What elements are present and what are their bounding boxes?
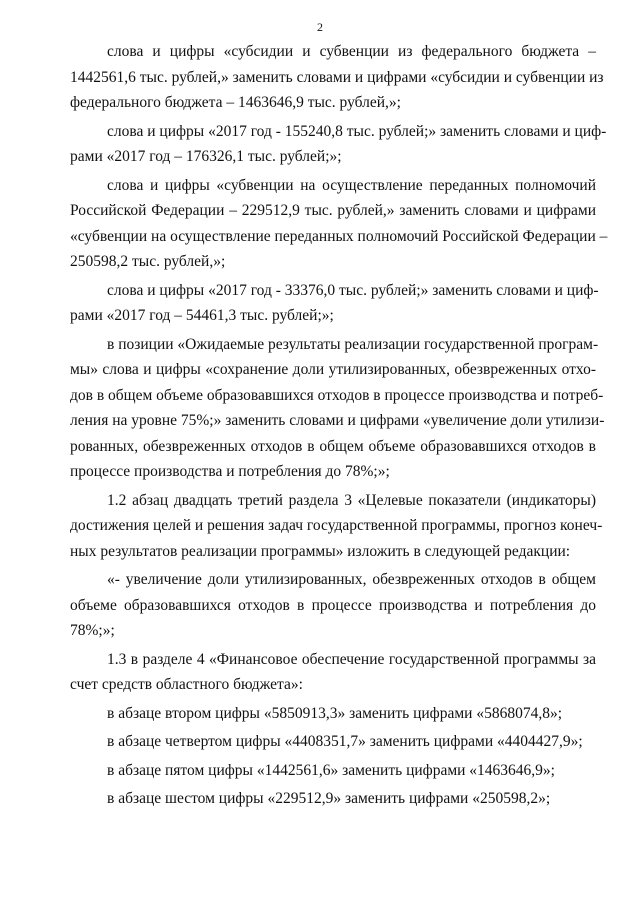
text-line: процессе производства и потребления до 78%;»; bbox=[70, 463, 390, 480]
text-line: мы» слова и цифры «сохранение доли утилизированных, обезвреженных отхо- bbox=[70, 361, 596, 378]
text-line: в абзаце шестом цифры «229512,9» заменить цифрами «250598,2»; bbox=[107, 790, 551, 807]
text-line: ления на уровне 75%;» заменить словами и цифрами «увеличение доли утилизи- bbox=[70, 412, 605, 429]
paragraph bbox=[70, 729, 596, 755]
text-line: «- увеличение доли утилизированных, обезвреженных отходов в общем bbox=[107, 571, 596, 588]
paragraph bbox=[70, 332, 605, 485]
text-line: в абзаце пятом цифры «1442561,6» заменить цифрами «1463646,9»; bbox=[107, 761, 555, 779]
text-line: достижения целей и решения задач государственной программы, прогноз конеч- bbox=[70, 517, 603, 534]
text-line: объеме образовавшихся отходов в процессе производства и потребления до bbox=[70, 596, 596, 614]
paragraph bbox=[70, 488, 603, 565]
text-line: в позиции «Ожидаемые результаты реализации государственной програм- bbox=[107, 335, 599, 353]
document-body bbox=[70, 39, 608, 815]
text-line: 1.2 абзац двадцать третий раздела 3 «Целевые показатели (индикаторы) bbox=[107, 491, 596, 509]
paragraph bbox=[70, 567, 596, 644]
paragraph bbox=[70, 173, 608, 275]
text-line: слова и цифры «субсидии и субвенции из федерального бюджета – bbox=[107, 43, 596, 60]
text-line: рами «2017 год – 54461,3 тыс. рублей;»; bbox=[70, 307, 334, 324]
paragraph bbox=[70, 278, 599, 329]
text-line: федерального бюджета – 1463646,9 тыс. рублей,»; bbox=[70, 94, 401, 111]
text-line: ных результатов реализации программы» изложить в следующей редакции: bbox=[70, 542, 571, 560]
text-line: в абзаце втором цифры «5850913,3» заменить цифрами «5868074,8»; bbox=[107, 704, 562, 722]
text-line: дов в общем объеме образовавшихся отходов в процессе производства и потреб- bbox=[70, 386, 604, 404]
text-line: рованных, обезвреженных отходов в общем объеме образовавшихся отходов в bbox=[70, 437, 596, 455]
text-line: 1.3 в разделе 4 «Финансовое обеспечение государственной программы за bbox=[107, 650, 596, 668]
paragraph bbox=[70, 701, 596, 727]
paragraph bbox=[70, 758, 596, 784]
text-line: рами «2017 год – 176326,1 тыс. рублей;»; bbox=[70, 148, 342, 165]
paragraph bbox=[70, 39, 604, 116]
paragraph bbox=[70, 786, 596, 812]
paragraph bbox=[70, 647, 596, 698]
text-line: 1442561,6 тыс. рублей,» заменить словами и цифрами «субсидии и субвенции из bbox=[70, 68, 604, 86]
text-line: слова и цифры «2017 год - 33376,0 тыс. рублей;» заменить словами и циф- bbox=[107, 281, 599, 299]
text-line: слова и цифры «2017 год - 155240,8 тыс. рублей;» заменить словами и циф- bbox=[107, 122, 607, 140]
text-line: счет средств областного бюджета»: bbox=[70, 676, 303, 693]
text-line: 250598,2 тыс. рублей,»; bbox=[70, 253, 226, 270]
paragraph bbox=[70, 119, 607, 170]
page-number: 2 bbox=[317, 20, 323, 34]
text-line: слова и цифры «субвенции на осуществление переданных полномочий bbox=[107, 176, 596, 194]
text-line: Российской Федерации – 229512,9 тыс. рублей,» заменить словами и цифрами bbox=[70, 202, 596, 219]
text-line: «субвенции на осуществление переданных полномочий Российской Федерации – bbox=[70, 227, 608, 245]
text-line: в абзаце четвертом цифры «4408351,7» заменить цифрами «4404427,9»; bbox=[107, 733, 583, 750]
text-line: 78%;»; bbox=[70, 622, 115, 639]
